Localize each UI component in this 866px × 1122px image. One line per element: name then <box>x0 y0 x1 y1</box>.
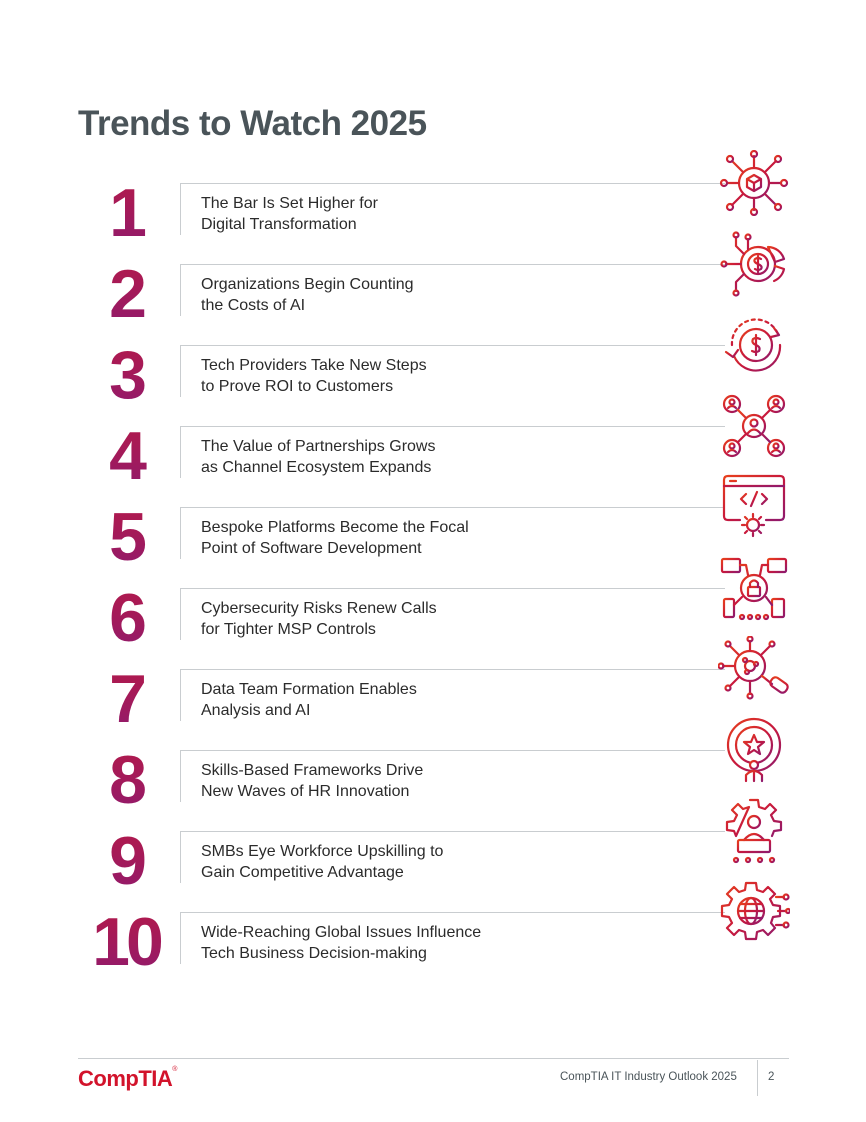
trend-line-1: The Value of Partnerships Grows <box>201 438 436 455</box>
divider <box>180 750 181 802</box>
comptia-logo <box>78 1066 177 1092</box>
trend-number: 2 <box>36 256 216 332</box>
trend-number: 7 <box>36 661 216 737</box>
code-window-gear-icon <box>718 474 790 540</box>
divider <box>180 831 181 883</box>
page-number: 2 <box>768 1071 775 1083</box>
trend-line-2: New Waves of HR Innovation <box>201 783 410 800</box>
trend-line-2: Tech Business Decision-making <box>201 945 427 962</box>
divider <box>180 426 181 478</box>
divider <box>180 183 181 235</box>
divider <box>180 345 725 346</box>
trend-text <box>201 922 481 964</box>
trend-line-2: for Tighter MSP Controls <box>201 621 376 638</box>
divider <box>180 426 725 427</box>
divider <box>180 507 725 508</box>
trend-line-1: Wide-Reaching Global Issues Influence <box>201 924 482 941</box>
divider <box>180 912 181 964</box>
trend-number: 5 <box>36 499 216 575</box>
divider <box>180 588 181 640</box>
trend-line-2: Digital Transformation <box>201 216 357 233</box>
trend-line-1: SMBs Eye Workforce Upskilling to <box>201 843 444 860</box>
trend-number: 6 <box>36 580 216 656</box>
divider <box>180 588 725 589</box>
trend-line-1: Cybersecurity Risks Renew Calls <box>201 600 437 617</box>
divider <box>180 912 725 913</box>
trend-number: 1 <box>36 175 216 251</box>
trend-text <box>201 193 378 235</box>
trend-line-2: Point of Software Development <box>201 540 422 557</box>
dollar-circuit-icon <box>718 231 790 297</box>
trend-line-2: Gain Competitive Advantage <box>201 864 404 881</box>
trend-number: 8 <box>36 742 216 818</box>
footer-divider <box>757 1060 758 1096</box>
trend-text <box>201 436 435 478</box>
trend-line-1: Tech Providers Take New Steps <box>201 357 427 374</box>
trend-line-1: Skills-Based Frameworks Drive <box>201 762 424 779</box>
dollar-cycle-icon <box>718 312 790 378</box>
trend-text <box>201 517 469 559</box>
divider <box>180 264 725 265</box>
divider <box>180 183 725 184</box>
trend-line-1: Bespoke Platforms Become the Focal <box>201 519 469 536</box>
divider <box>180 831 725 832</box>
divider <box>180 507 181 559</box>
trend-text <box>201 760 423 802</box>
trend-line-2: the Costs of AI <box>201 297 306 314</box>
logo-text: CompTIA <box>78 1066 173 1091</box>
trend-line-1: Data Team Formation Enables <box>201 681 417 698</box>
divider <box>180 345 181 397</box>
network-cube-icon <box>718 150 790 216</box>
trend-line-2: Analysis and AI <box>201 702 311 719</box>
trend-number: 4 <box>36 418 216 494</box>
divider <box>180 750 725 751</box>
trend-number: 9 <box>36 823 216 899</box>
people-network-icon <box>718 393 790 459</box>
trend-line-2: to Prove ROI to Customers <box>201 378 394 395</box>
divider <box>180 669 181 721</box>
globe-gear-icon <box>718 879 790 945</box>
trend-number: 3 <box>36 337 216 413</box>
trend-number: 10 <box>36 904 216 980</box>
trend-text <box>201 679 417 721</box>
footer-rule <box>78 1058 789 1059</box>
trend-line-1: Organizations Begin Counting <box>201 276 414 293</box>
star-person-icon <box>718 717 790 783</box>
publication-title: CompTIA IT Industry Outlook 2025 <box>560 1071 737 1083</box>
divider <box>180 669 725 670</box>
divider <box>180 264 181 316</box>
registered-mark: ® <box>172 1066 177 1073</box>
trend-text <box>201 841 443 883</box>
lock-devices-icon <box>718 555 790 621</box>
trend-text <box>201 355 427 397</box>
trend-line-2: as Channel Ecosystem Expands <box>201 459 432 476</box>
trend-text <box>201 274 414 316</box>
trend-line-1: The Bar Is Set Higher for <box>201 195 378 212</box>
data-search-icon <box>718 636 790 702</box>
trend-text <box>201 598 437 640</box>
trend-item-10 <box>0 904 866 994</box>
gear-person-laptop-icon <box>718 798 790 864</box>
page-title: Trends to Watch 2025 <box>78 104 427 143</box>
